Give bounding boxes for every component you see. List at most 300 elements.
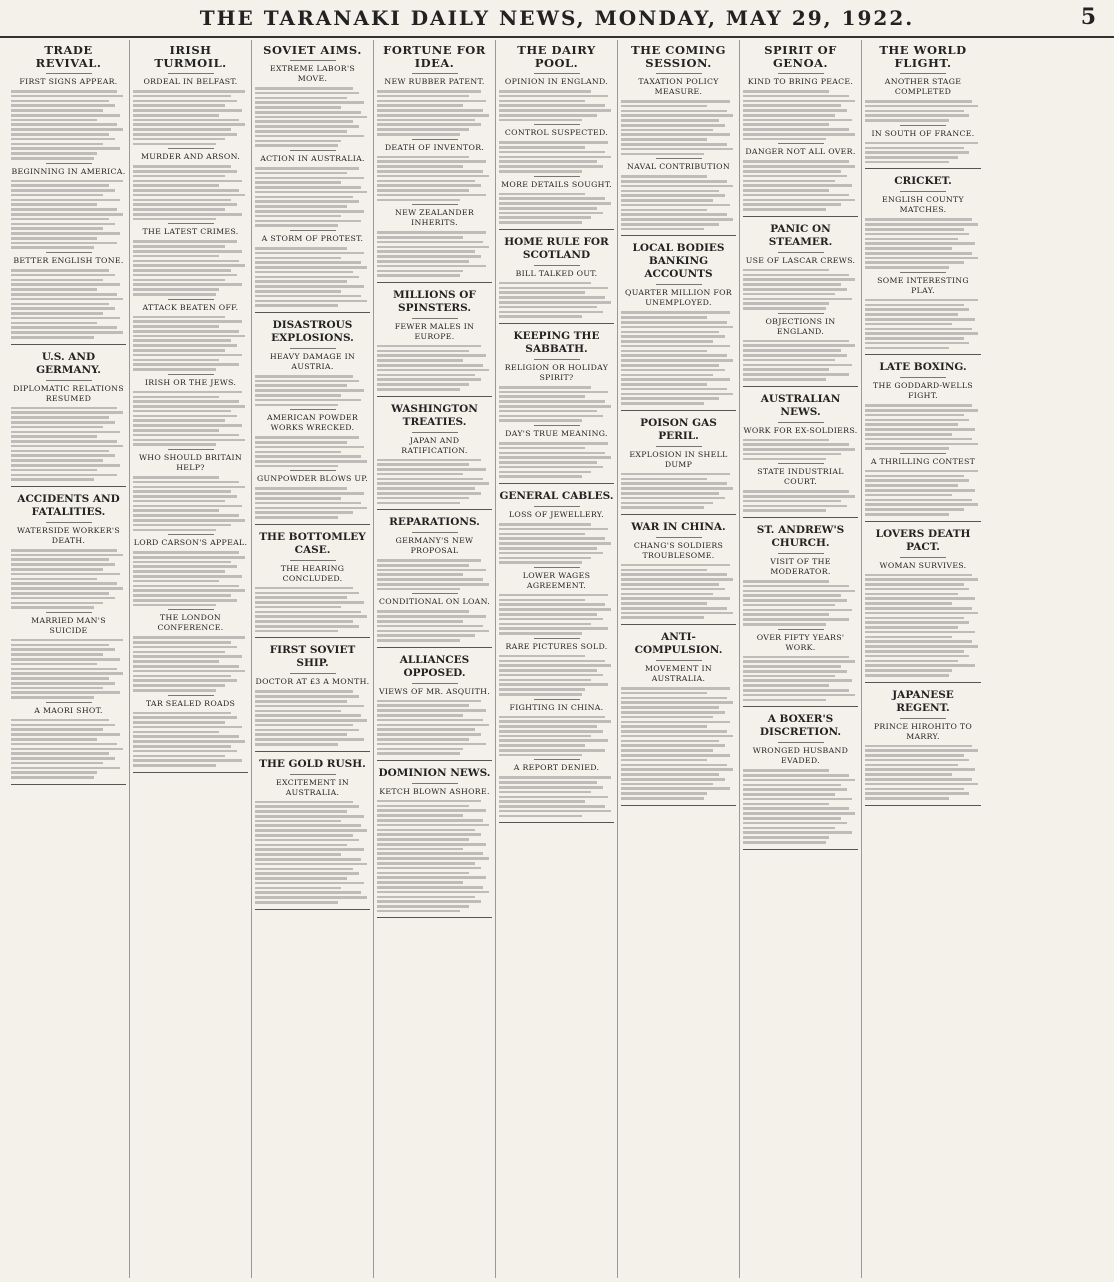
body-text-line [133,363,239,366]
body-text-line [11,658,120,661]
body-text-line [621,701,733,704]
body-text-line [499,114,597,117]
article-headline: MILLIONS OF SPINSTERS. [393,288,476,314]
headline-rule [412,318,458,319]
body-text-line [377,824,489,827]
body-text-line [743,165,855,168]
body-text-line [255,733,347,736]
article-headline: LOVERS DEATH PACT. [875,527,971,553]
body-text-line [377,265,486,268]
headline-rule [46,163,92,164]
body-text-line [621,138,707,141]
body-text-line [743,609,852,612]
body-text-line [743,189,829,192]
article [865,528,981,683]
article-subheading: MORE DETAILS SOUGHT. [501,179,612,189]
body-text-line [255,399,361,402]
body-text-line [743,675,835,678]
body-text-line [377,809,486,812]
body-text-line [743,665,841,668]
body-text-line [255,167,359,170]
body-text-line [377,728,475,731]
article [255,319,370,525]
body-text-line [255,92,359,95]
body-text-line [865,626,958,629]
headline-rule [168,299,214,300]
article [377,44,492,283]
article-subheading: STATE INDUSTRIAL COURT. [757,467,844,487]
body-text-line [865,156,958,159]
body-text-line [377,359,463,362]
body-text-line [133,439,245,442]
article-headline: ALLIANCES OPPOSED. [399,653,470,679]
body-text-line [743,623,826,626]
body-text-line [621,209,707,212]
body-text-line [865,475,964,478]
body-text-line [11,104,115,107]
article-subheading: KIND TO BRING PEACE. [747,77,854,86]
article-subheading: IN SOUTH OF FRANCE. [871,128,975,138]
body-text-line [11,549,117,552]
body-text-line [377,588,460,591]
body-text-line [377,829,475,832]
article-subheading: WOMAN SURVIVES. [879,560,967,570]
body-text-line [499,221,582,224]
body-text-line [255,487,347,490]
body-text-line [865,318,975,321]
body-text-line [133,325,219,328]
body-text-line [499,95,608,98]
body-text-line [621,716,713,719]
body-text-line [743,100,855,103]
body-text-line [499,311,603,314]
body-text-line [11,682,115,685]
body-text-line [255,601,364,604]
body-text-line [621,397,719,400]
body-text-line [865,484,958,487]
body-text-line [11,752,109,755]
body-text-line [865,161,949,164]
body-text-line [11,450,109,453]
article-separator [11,344,126,345]
body-text-line [499,618,603,621]
article-separator [255,524,370,525]
body-text-line [499,447,585,450]
body-text-line [11,578,97,581]
article-separator [743,517,858,518]
body-text-line [11,474,117,477]
body-text-line [621,148,733,151]
body-text-line [133,684,225,687]
masthead [0,0,1114,38]
headline-rule [168,534,214,535]
body-text-line [865,342,969,345]
body-text-line [255,596,347,599]
body-text-line [11,587,123,590]
article-separator [865,805,981,806]
body-text-line [865,328,972,331]
body-text-line [133,434,239,437]
body-text-line [255,507,367,510]
body-text-line [11,407,117,410]
body-text-line [11,776,94,779]
body-text-line [11,123,117,126]
body-text-line [865,443,978,446]
body-text-line [621,773,719,776]
body-text-line [743,298,852,301]
body-text-line [255,743,338,746]
body-text-line [621,190,719,193]
body-text-line [621,316,707,319]
body-text-line [743,378,826,381]
body-text-line [865,252,972,255]
body-text-line [255,710,341,713]
article-subheading: THE HEARING CONCLUDED. [280,563,345,583]
article-headline: GENERAL CABLES. [499,490,614,503]
headline-rule [290,774,336,775]
body-text-line [865,593,958,596]
newspaper-title: THE TARANAKI DAILY NEWS, MONDAY, MAY 29, 1922. [199,6,915,30]
body-text-line [377,905,469,908]
body-text-line [743,827,835,830]
body-text-line [133,400,239,403]
body-text-line [255,280,347,283]
article-separator [865,682,981,683]
body-text-line [865,513,949,516]
body-text-line [499,542,611,545]
headline-rule [290,150,336,151]
body-text-line [255,261,361,264]
body-text-line [621,345,730,348]
body-text-line [11,582,117,585]
headline-rule [778,553,824,554]
article-subheading: EXTREME LABOR'S MOVE. [269,64,356,83]
body-text-line [865,438,972,441]
body-text-line [11,208,117,211]
body-text-line [621,369,725,372]
body-text-line [133,245,225,248]
article-headline: LATE BOXING. [879,361,967,374]
body-text-line [377,610,469,613]
body-text-line [255,191,367,194]
body-text-line [865,602,952,605]
body-text-line [377,175,489,178]
body-text-line [133,514,239,517]
body-text-line [621,607,727,610]
page-columns [8,40,1108,1278]
article-subheading: RARE PICTURES SOLD. [505,641,608,651]
headline-rule [290,60,336,61]
body-text-line [743,274,849,277]
article [377,654,492,761]
body-text-line [255,820,341,823]
article-headline: THE COMING SESSION. [631,43,726,70]
article [621,521,736,625]
headline-rule [900,73,946,74]
column-2 [130,40,252,1278]
body-text-line [133,731,219,734]
body-text-line [621,740,719,743]
body-text-line [499,216,591,219]
body-text-line [133,279,225,282]
article-separator [743,216,858,217]
article-subheading: LOWER WAGES AGREEMENT. [522,570,591,590]
body-text-line [377,800,481,803]
body-text-line [743,288,847,291]
article [865,44,981,169]
body-text-line [11,312,103,315]
body-text-line [499,301,611,304]
article-headline: THE GOLD RUSH. [259,757,366,770]
body-text-line [499,475,582,478]
body-text-line [377,374,475,377]
body-text-line [499,90,591,93]
article [743,524,858,707]
body-text-line [621,735,733,738]
body-text-line [499,466,603,469]
headline-rule [534,425,580,426]
body-text-line [499,207,597,210]
body-text-line [133,218,216,221]
body-text-line [377,114,489,117]
body-text-line [621,473,730,476]
body-text-line [621,185,733,188]
body-text-line [621,797,704,800]
article-subheading: JAPAN AND RATIFICATION. [401,435,468,455]
body-text-line [377,369,489,372]
body-text-line [11,128,123,131]
body-text-line [377,724,489,727]
body-text-line [133,759,242,762]
body-text-line [621,588,725,591]
body-text-line [133,335,245,338]
article-headline: FIRST SOVIET SHIP. [269,644,356,670]
body-text-line [499,405,611,408]
body-text-line [133,599,237,602]
article [621,631,736,806]
body-text-line [255,705,364,708]
body-text-line [255,587,353,590]
article-subheading: SOME INTERESTING PLAY. [877,275,969,295]
body-text-line [499,725,597,728]
body-text-line [133,509,219,512]
body-text-line [11,90,117,93]
article [499,330,614,484]
article-subheading: ATTACK BEATEN OFF. [142,302,239,312]
body-text-line [865,636,952,639]
body-text-line [865,447,949,450]
body-text-line [865,768,975,771]
body-text-line [133,716,237,719]
body-text-line [133,575,242,578]
article [377,289,492,397]
body-text-line [11,554,123,557]
body-text-line [255,285,364,288]
body-text-line [377,564,469,567]
body-text-line [255,196,353,199]
body-text-line [499,170,582,173]
body-text-line [743,788,847,791]
body-text-line [377,236,463,239]
body-text-line [621,478,707,481]
body-text-line [377,383,469,386]
body-text-line [865,494,952,497]
body-text-line [743,836,829,839]
body-text-line [133,320,242,323]
body-text-line [865,597,975,600]
body-text-line [133,90,245,93]
body-text-line [499,613,597,616]
body-text-line [255,257,341,260]
body-text-line [499,119,582,122]
article-separator [621,514,736,515]
body-text-line [255,690,353,693]
body-text-line [499,674,603,677]
body-text-line [133,660,219,663]
article-subheading: MARRIED MAN'S SUICIDE [31,615,106,635]
body-text-line [499,744,585,747]
body-text-line [865,419,969,422]
article-separator [377,760,492,761]
body-text-line [377,104,463,107]
article [255,44,370,313]
body-text-line [377,468,486,471]
body-text-line [377,246,489,249]
headline-rule [778,252,824,253]
body-text-line [377,270,463,273]
body-text-line [743,95,849,98]
body-text-line [11,639,123,642]
body-text-line [743,133,855,136]
headline-rule [900,272,946,273]
body-text-line [743,817,841,820]
body-text-line [865,764,958,767]
body-text-line [133,100,237,103]
article-subheading: EXCITEMENT IN AUSTRALIA. [275,777,350,797]
headline-rule [168,374,214,375]
article-subheading: BETTER ENGLISH TONE. [13,256,124,266]
article-subheading: FEWER MALES IN EUROPE. [394,321,475,341]
body-text-line [499,193,585,196]
headline-rule [900,125,946,126]
body-text-line [133,175,225,178]
body-text-line [865,607,972,610]
body-text-line [133,565,237,568]
body-text-line [743,340,849,343]
body-text-line [499,603,605,606]
body-text-line [133,255,219,258]
article-separator [499,483,614,484]
body-text-line [255,389,364,392]
body-text-line [865,749,978,752]
body-text-line [499,212,603,215]
body-text-line [621,706,719,709]
body-text-line [743,585,849,588]
body-text-line [865,100,972,103]
body-text-line [865,612,978,615]
body-text-line [255,215,341,218]
article-headline: WASHINGTON TREATIES. [391,402,478,428]
body-text-line [11,767,120,770]
body-text-line [743,798,852,801]
body-text-line [377,862,475,865]
body-text-line [133,415,237,418]
body-text-line [865,797,949,800]
body-text-line [499,400,605,403]
body-text-line [255,620,353,623]
body-text-line [621,119,719,122]
article-headline: ST. ANDREW'S CHURCH. [756,523,845,549]
headline-rule [534,124,580,125]
body-text-line [255,502,361,505]
body-text-line [743,359,835,362]
headline-rule [656,284,702,285]
article-separator [11,784,126,785]
article-subheading: WRONGED HUSBAND EVADED. [752,746,849,766]
body-text-line [255,394,341,397]
article-subheading: TAR SEALED ROADS [145,698,236,708]
article-headline: THE WORLD FLIGHT. [879,43,967,70]
body-text-line [743,128,849,131]
body-text-line [743,203,841,206]
article [11,493,126,785]
article-headline: A BOXER'S DISCRETION. [759,713,842,739]
body-text-line [743,509,826,512]
body-text-line [11,203,97,206]
body-text-line [377,719,483,722]
headline-rule [412,593,458,594]
article-subheading: OPINION IN ENGLAND. [504,77,609,86]
article [743,44,858,217]
body-text-line [255,101,364,104]
article-separator [255,909,370,910]
body-text-line [133,344,237,347]
body-text-line [255,492,364,495]
body-text-line [621,359,733,362]
headline-rule [534,638,580,639]
body-text-line [743,793,835,796]
headline-rule [46,380,92,381]
body-text-line [255,719,367,722]
body-text-line [377,165,463,168]
headline-rule [534,567,580,568]
body-text-line [865,233,969,236]
headline-rule [168,449,214,450]
body-text-line [133,250,242,253]
body-text-line [133,670,245,673]
body-text-line [133,180,242,183]
body-text-line [11,426,103,429]
article-subheading: USE OF LASCAR CREWS. [745,255,856,265]
body-text-line [865,313,958,316]
body-text-line [11,663,97,666]
body-text-line [499,688,585,691]
body-text-line [499,156,611,159]
body-text-line [621,482,727,485]
body-text-line [621,749,713,752]
body-text-line [133,199,231,202]
body-text-line [11,738,97,741]
body-text-line [499,608,611,611]
body-text-line [11,152,97,155]
body-text-line [865,640,972,643]
body-text-line [11,416,109,419]
body-text-line [255,247,347,250]
body-text-line [133,109,242,112]
body-text-line [743,684,829,687]
article-separator [621,235,736,236]
body-text-line [255,460,367,463]
